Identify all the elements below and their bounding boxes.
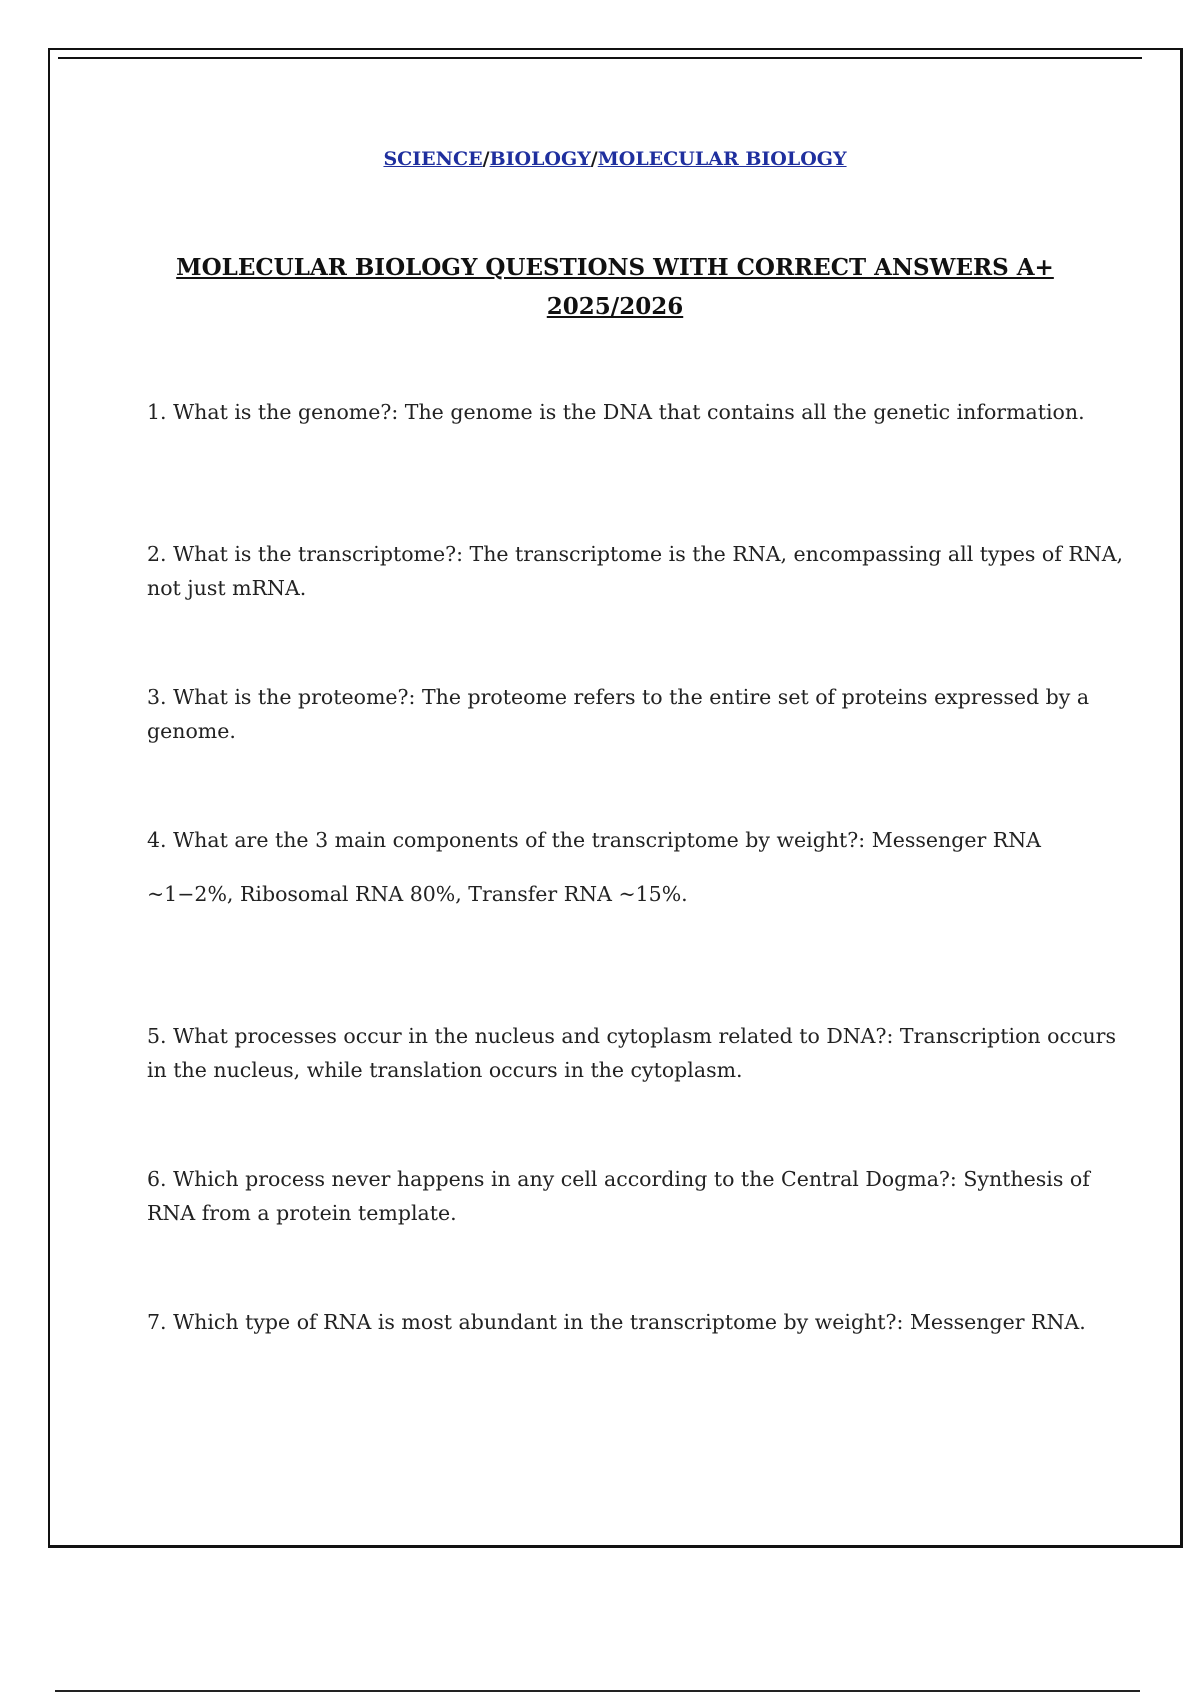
question-text: 3. What is the proteome?: The proteome refers to the entire set of proteins expressed by a genome. [147, 685, 1090, 743]
breadcrumb-link-biology[interactable]: BIOLOGY [489, 148, 591, 170]
document-title [50, 248, 1180, 326]
question-1 [147, 395, 1127, 429]
breadcrumb-separator: / [482, 148, 490, 170]
question-4 [147, 823, 1127, 911]
question-text: 1. What is the genome?: The genome is the DNA that contains all the genetic information. [147, 400, 1085, 424]
question-text: 5. What processes occur in the nucleus and cytoplasm related to DNA?: Transcription occurs in the nucleus, while translation occurs in the cytoplasm. [147, 1024, 1116, 1082]
question-continuation: ~1−2%, Ribosomal RNA 80%, Transfer RNA ~15%. [147, 882, 688, 906]
question-5 [147, 1019, 1127, 1087]
top-rule [58, 57, 1142, 59]
question-text: 7. Which type of RNA is most abundant in the transcriptome by weight?: Messenger RNA. [147, 1310, 1086, 1334]
question-text: 2. What is the transcriptome?: The transcriptome is the RNA, encompassing all types of RNA, not just mRNA. [147, 542, 1124, 600]
document-title-line2: 2025/2026 [546, 293, 684, 320]
page-frame [48, 48, 1183, 1548]
breadcrumb-link-molecular-biology[interactable]: MOLECULAR BIOLOGY [597, 148, 847, 170]
bottom-rule [55, 1690, 1140, 1692]
question-3 [147, 680, 1127, 748]
breadcrumb [50, 148, 1180, 170]
breadcrumb-link-science[interactable]: SCIENCE [383, 148, 483, 170]
question-7 [147, 1305, 1127, 1339]
breadcrumb-separator: / [590, 148, 598, 170]
question-text: 6. Which process never happens in any cell according to the Central Dogma?: Synthesis of RNA from a protein template. [147, 1167, 1090, 1225]
document-title-line1: MOLECULAR BIOLOGY QUESTIONS WITH CORRECT ANSWERS A+ [176, 254, 1054, 281]
question-6 [147, 1162, 1127, 1230]
question-2 [147, 537, 1127, 605]
question-text: 4. What are the 3 main components of the transcriptome by weight?: Messenger RNA [147, 828, 1041, 852]
